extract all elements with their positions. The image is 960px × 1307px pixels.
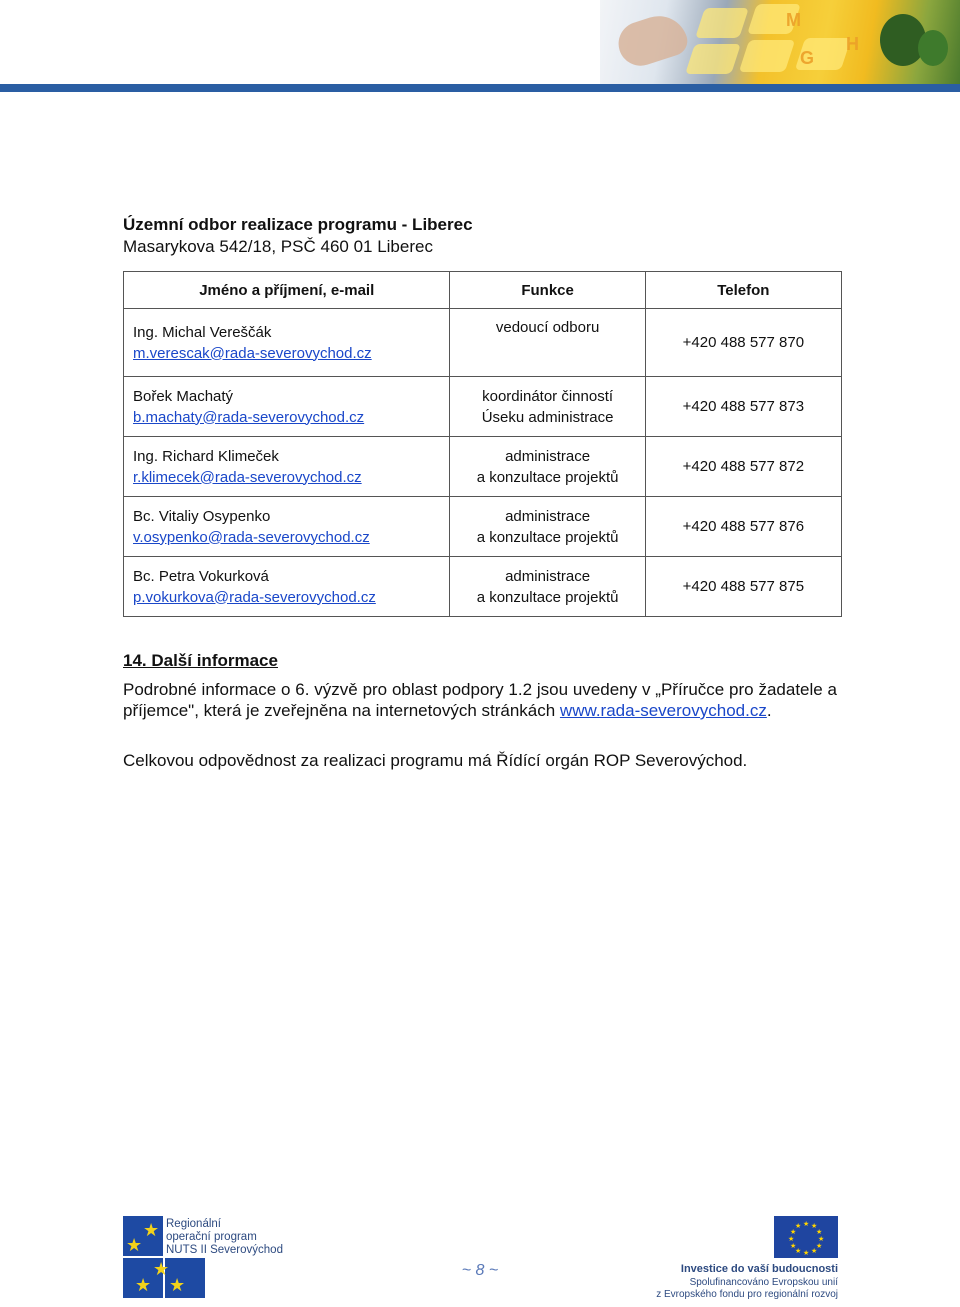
contacts-table [123, 271, 842, 617]
office-title: Územní odbor realizace programu - Liberec [123, 215, 473, 234]
person-name: Ing. Richard Klimeček [133, 447, 279, 465]
banner-letter-g: G [800, 48, 815, 68]
header-name: Jméno a příjmení, e-mail [124, 272, 450, 309]
function-line: administrace [505, 447, 591, 465]
cell-phone: +420 488 577 875 [645, 557, 841, 617]
table-row [124, 497, 842, 557]
cell-name [124, 377, 450, 437]
email-link[interactable]: p.vokurkova@rada-severovychod.cz [133, 588, 376, 606]
table-row [124, 309, 842, 377]
paragraph-end: . [766, 701, 772, 720]
table-row [124, 557, 842, 617]
function-line: koordinátor činností [482, 387, 614, 405]
function-line: a konzultace projektů [476, 588, 619, 606]
responsibility-paragraph: Celkovou odpovědnost za realizaci programu má Řídící orgán ROP Severovýchod. [123, 751, 748, 770]
function-line: Úseku administrace [481, 408, 614, 426]
header-banner [0, 0, 960, 92]
function-line: a konzultace projektů [476, 468, 619, 486]
person-name: Bořek Machatý [133, 387, 234, 405]
rop-line: operační program [166, 1231, 257, 1243]
function-line: a konzultace projektů [476, 528, 619, 546]
cell-name [124, 309, 450, 377]
section-heading: 14. Další informace [123, 651, 278, 670]
eu-flag-icon: ★ ★ ★ ★ ★ ★ ★ ★ ★ ★ ★ ★ [774, 1216, 838, 1258]
cell-name [124, 437, 450, 497]
cell-name [124, 497, 450, 557]
function-line: vedoucí odboru [495, 319, 600, 336]
cell-function [450, 437, 645, 497]
cell-function [450, 377, 645, 437]
paragraph-text: Podrobné informace o 6. výzvě pro oblast podpory 1.2 jsou uvedeny v „Příručce pro žadatele a příjemce", která je zveřejněna na internetových stránkách [123, 680, 837, 720]
cell-phone: +420 488 577 870 [645, 309, 841, 377]
email-link[interactable]: b.machaty@rada-severovychod.cz [133, 408, 365, 426]
cell-phone: +420 488 577 876 [645, 497, 841, 557]
rop-logo-text [166, 1218, 283, 1257]
website-link[interactable]: www.rada-severovychod.cz [559, 701, 767, 720]
function-line: administrace [505, 567, 591, 585]
rop-logo: ★ ★ ★ ★ ★ [123, 1216, 293, 1298]
cell-function [450, 557, 645, 617]
rop-line: Regionální [166, 1218, 221, 1230]
function-line: administrace [505, 507, 591, 525]
cell-name [124, 557, 450, 617]
eu-line: z Evropského fondu pro regionální rozvoj [656, 1289, 838, 1300]
table-header-row [124, 272, 842, 309]
email-link[interactable]: v.osypenko@rada-severovychod.cz [133, 528, 370, 546]
office-address: Masarykova 542/18, PSČ 460 01 Liberec [123, 237, 433, 256]
cell-function [450, 497, 645, 557]
info-paragraph [123, 679, 837, 721]
header-rule [0, 84, 960, 92]
table-row [124, 377, 842, 437]
eu-slogan: Investice do vaší budoucnosti [680, 1263, 838, 1275]
rop-line: NUTS II Severovýchod [166, 1244, 283, 1256]
eu-funding-text [656, 1277, 838, 1301]
eu-line: Spolufinancováno Evropskou unií [689, 1277, 838, 1288]
person-name: Bc. Vitaliy Osypenko [133, 507, 271, 525]
banner-letter-m: M [786, 10, 801, 30]
email-link[interactable]: m.verescak@rada-severovychod.cz [133, 344, 372, 362]
header-function: Funkce [450, 272, 645, 309]
email-link[interactable]: r.klimecek@rada-severovychod.cz [133, 468, 362, 486]
banner-letter-h: H [846, 34, 859, 54]
header-phone: Telefon [645, 272, 841, 309]
person-name: Bc. Petra Vokurková [133, 567, 269, 585]
cell-phone: +420 488 577 872 [645, 437, 841, 497]
table-row [124, 437, 842, 497]
cell-function [450, 309, 645, 377]
page-number: ~ 8 ~ [461, 1262, 499, 1279]
cell-phone: +420 488 577 873 [645, 377, 841, 437]
person-name: Ing. Michal Vereščák [133, 323, 272, 341]
